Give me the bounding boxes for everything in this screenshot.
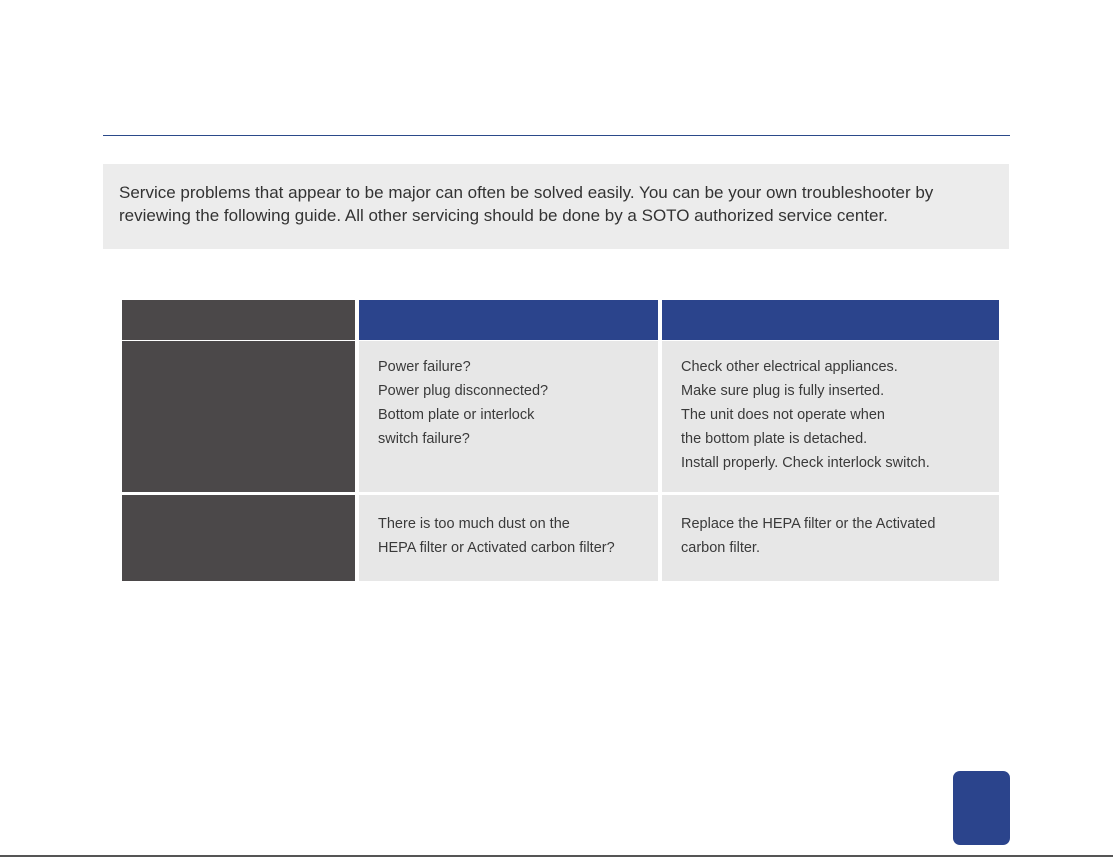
solution-line: the bottom plate is detached. bbox=[681, 431, 868, 447]
cause-line: Power failure? bbox=[378, 359, 471, 375]
cause-line: Power plug disconnected? bbox=[378, 383, 549, 399]
header-rule bbox=[103, 135, 1010, 136]
solution-line: carbon filter. bbox=[681, 540, 760, 556]
solution-cell bbox=[662, 495, 999, 581]
intro-text-line: reviewing the following guide. All other servicing should be done by a SOTO authorized service center. bbox=[119, 206, 888, 225]
solution-line: Replace the HEPA filter or the Activated bbox=[681, 516, 936, 532]
cause-line: Bottom plate or interlock bbox=[378, 407, 535, 423]
intro-text-line: Service problems that appear to be major can often be solved easily. You can be your own troubleshooter by bbox=[119, 183, 934, 202]
cause-cell bbox=[359, 341, 658, 492]
cause-column-header bbox=[359, 300, 658, 340]
problem-cell bbox=[122, 495, 355, 581]
page-number-tab bbox=[953, 771, 1010, 845]
cause-line: HEPA filter or Activated carbon filter? bbox=[378, 540, 615, 556]
cause-cell bbox=[359, 495, 658, 581]
problem-column-header bbox=[122, 300, 355, 340]
solution-column-header bbox=[662, 300, 999, 340]
solution-line: The unit does not operate when bbox=[681, 407, 885, 423]
problem-cell bbox=[122, 341, 355, 492]
cause-line: There is too much dust on the bbox=[378, 516, 570, 532]
cause-line: switch failure? bbox=[378, 431, 470, 447]
solution-cell bbox=[662, 341, 999, 492]
intro-panel bbox=[103, 164, 1009, 249]
solution-line: Make sure plug is fully inserted. bbox=[681, 383, 885, 399]
solution-line: Install properly. Check interlock switch. bbox=[681, 455, 930, 471]
solution-line: Check other electrical appliances. bbox=[681, 359, 898, 375]
